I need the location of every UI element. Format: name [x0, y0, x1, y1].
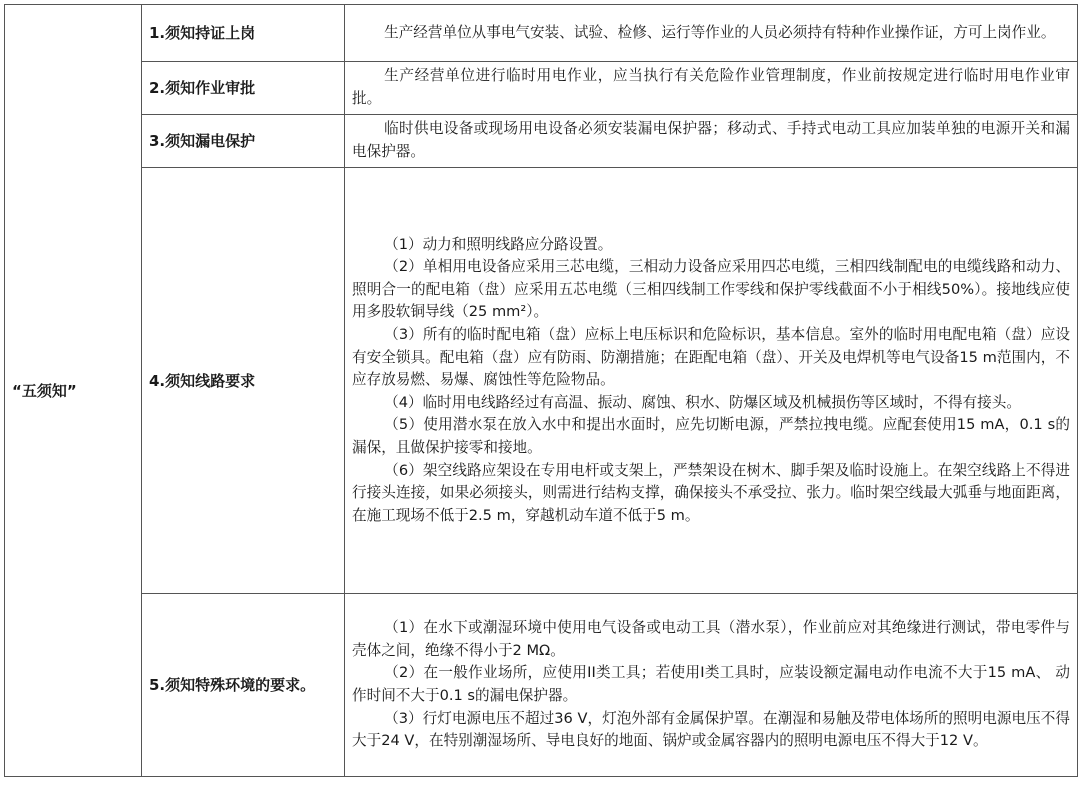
table-row — [5, 594, 1078, 777]
content-paragraph: （6）架空线路应架设在专用电杆或支架上，严禁架设在树木、脚手架及临时设施上。在架空线路上不得进行接头连接，如果必须接头，则需进行结构支撑，确保接头不承受拉、张力。临时架空线最大弧垂与地面距离，在施工现场不低于2.5 m，穿越机动车道不低于5 m。 — [352, 461, 1070, 524]
content-paragraph: （1）在水下或潮湿环境中使用电气设备或电动工具（潜水泵），作业前应对其绝缘进行测试，带电零件与壳体之间，绝缘不得小于2 MΩ。 — [352, 619, 1070, 659]
content-paragraph: （2）在一般作业场所，应使用II类工具；若使用I类工具时，应装设额定漏电动作电流不大于15 mA、 动作时间不大于0.1 s的漏电保护器。 — [352, 664, 1070, 704]
row-content — [345, 594, 1078, 777]
row-heading: 2.须知作业审批 — [142, 62, 345, 115]
content-paragraph: （3）行灯电源电压不超过36 V，灯泡外部有金属保护罩。在潮湿和易触及带电体场所的照明电源电压不得大于24 V，在特别潮湿场所、导电良好的地面、锅炉或金属容器内的照明电源电压不得大于12 V。 — [352, 709, 1070, 750]
table-row — [5, 115, 1078, 168]
table-row — [5, 168, 1078, 594]
table-row — [5, 5, 1078, 62]
row-heading: 3.须知漏电保护 — [142, 115, 345, 168]
row-heading: 4.须知线路要求 — [142, 168, 345, 594]
content-paragraph: 生产经营单位进行临时用电作业，应当执行有关危险作业管理制度，作业前按规定进行临时用电作业审批。 — [352, 67, 1070, 107]
row-content — [345, 62, 1078, 115]
content-paragraph: （4）临时用电线路经过有高温、振动、腐蚀、积水、防爆区域及机械损伤等区域时，不得有接头。 — [384, 393, 1021, 411]
row-heading: 1.须知持证上岗 — [142, 5, 345, 62]
table-row — [5, 62, 1078, 115]
content-paragraph: （3）所有的临时配电箱（盘）应标上电压标识和危险标识，基本信息。室外的临时用电配电箱（盘）应设有安全锁具。配电箱（盘）应有防雨、防潮措施；在距配电箱（盘）、开关及电焊机等电气设备15 m范围内，不应存放易燃、易爆、腐蚀性等危险物品。 — [352, 326, 1070, 389]
content-paragraph: （5）使用潜水泵在放入水中和提出水面时，应先切断电源，严禁拉拽电缆。应配套使用15 mA，0.1 s的漏保，且做保护接零和接地。 — [352, 416, 1070, 456]
row-content — [345, 5, 1078, 62]
content-paragraph: 临时供电设备或现场用电设备必须安装漏电保护器；移动式、手持式电动工具应加装单独的电源开关和漏电保护器。 — [352, 120, 1070, 160]
group-cell — [5, 5, 142, 777]
row-content — [345, 115, 1078, 168]
row-heading: 5.须知特殊环境的要求。 — [142, 594, 345, 777]
row-content — [345, 168, 1078, 594]
content-paragraph: 生产经营单位从事电气安装、试验、检修、运行等作业的人员必须持有特种作业操作证，方可上岗作业。 — [384, 23, 1056, 41]
content-paragraph: （1）动力和照明线路应分路设置。 — [384, 235, 613, 253]
regulation-table — [4, 4, 1078, 777]
group-label: “五须知” — [12, 382, 77, 400]
content-paragraph: （2）单相用电设备应采用三芯电缆，三相动力设备应采用四芯电缆，三相四线制配电的电缆线路和动力、照明合一的配电箱（盘）应采用五芯电缆（三相四线制工作零线和保护零线截面不小于相线50%）。接地线应使用多股软铜导线（25 mm²）。 — [352, 258, 1070, 321]
